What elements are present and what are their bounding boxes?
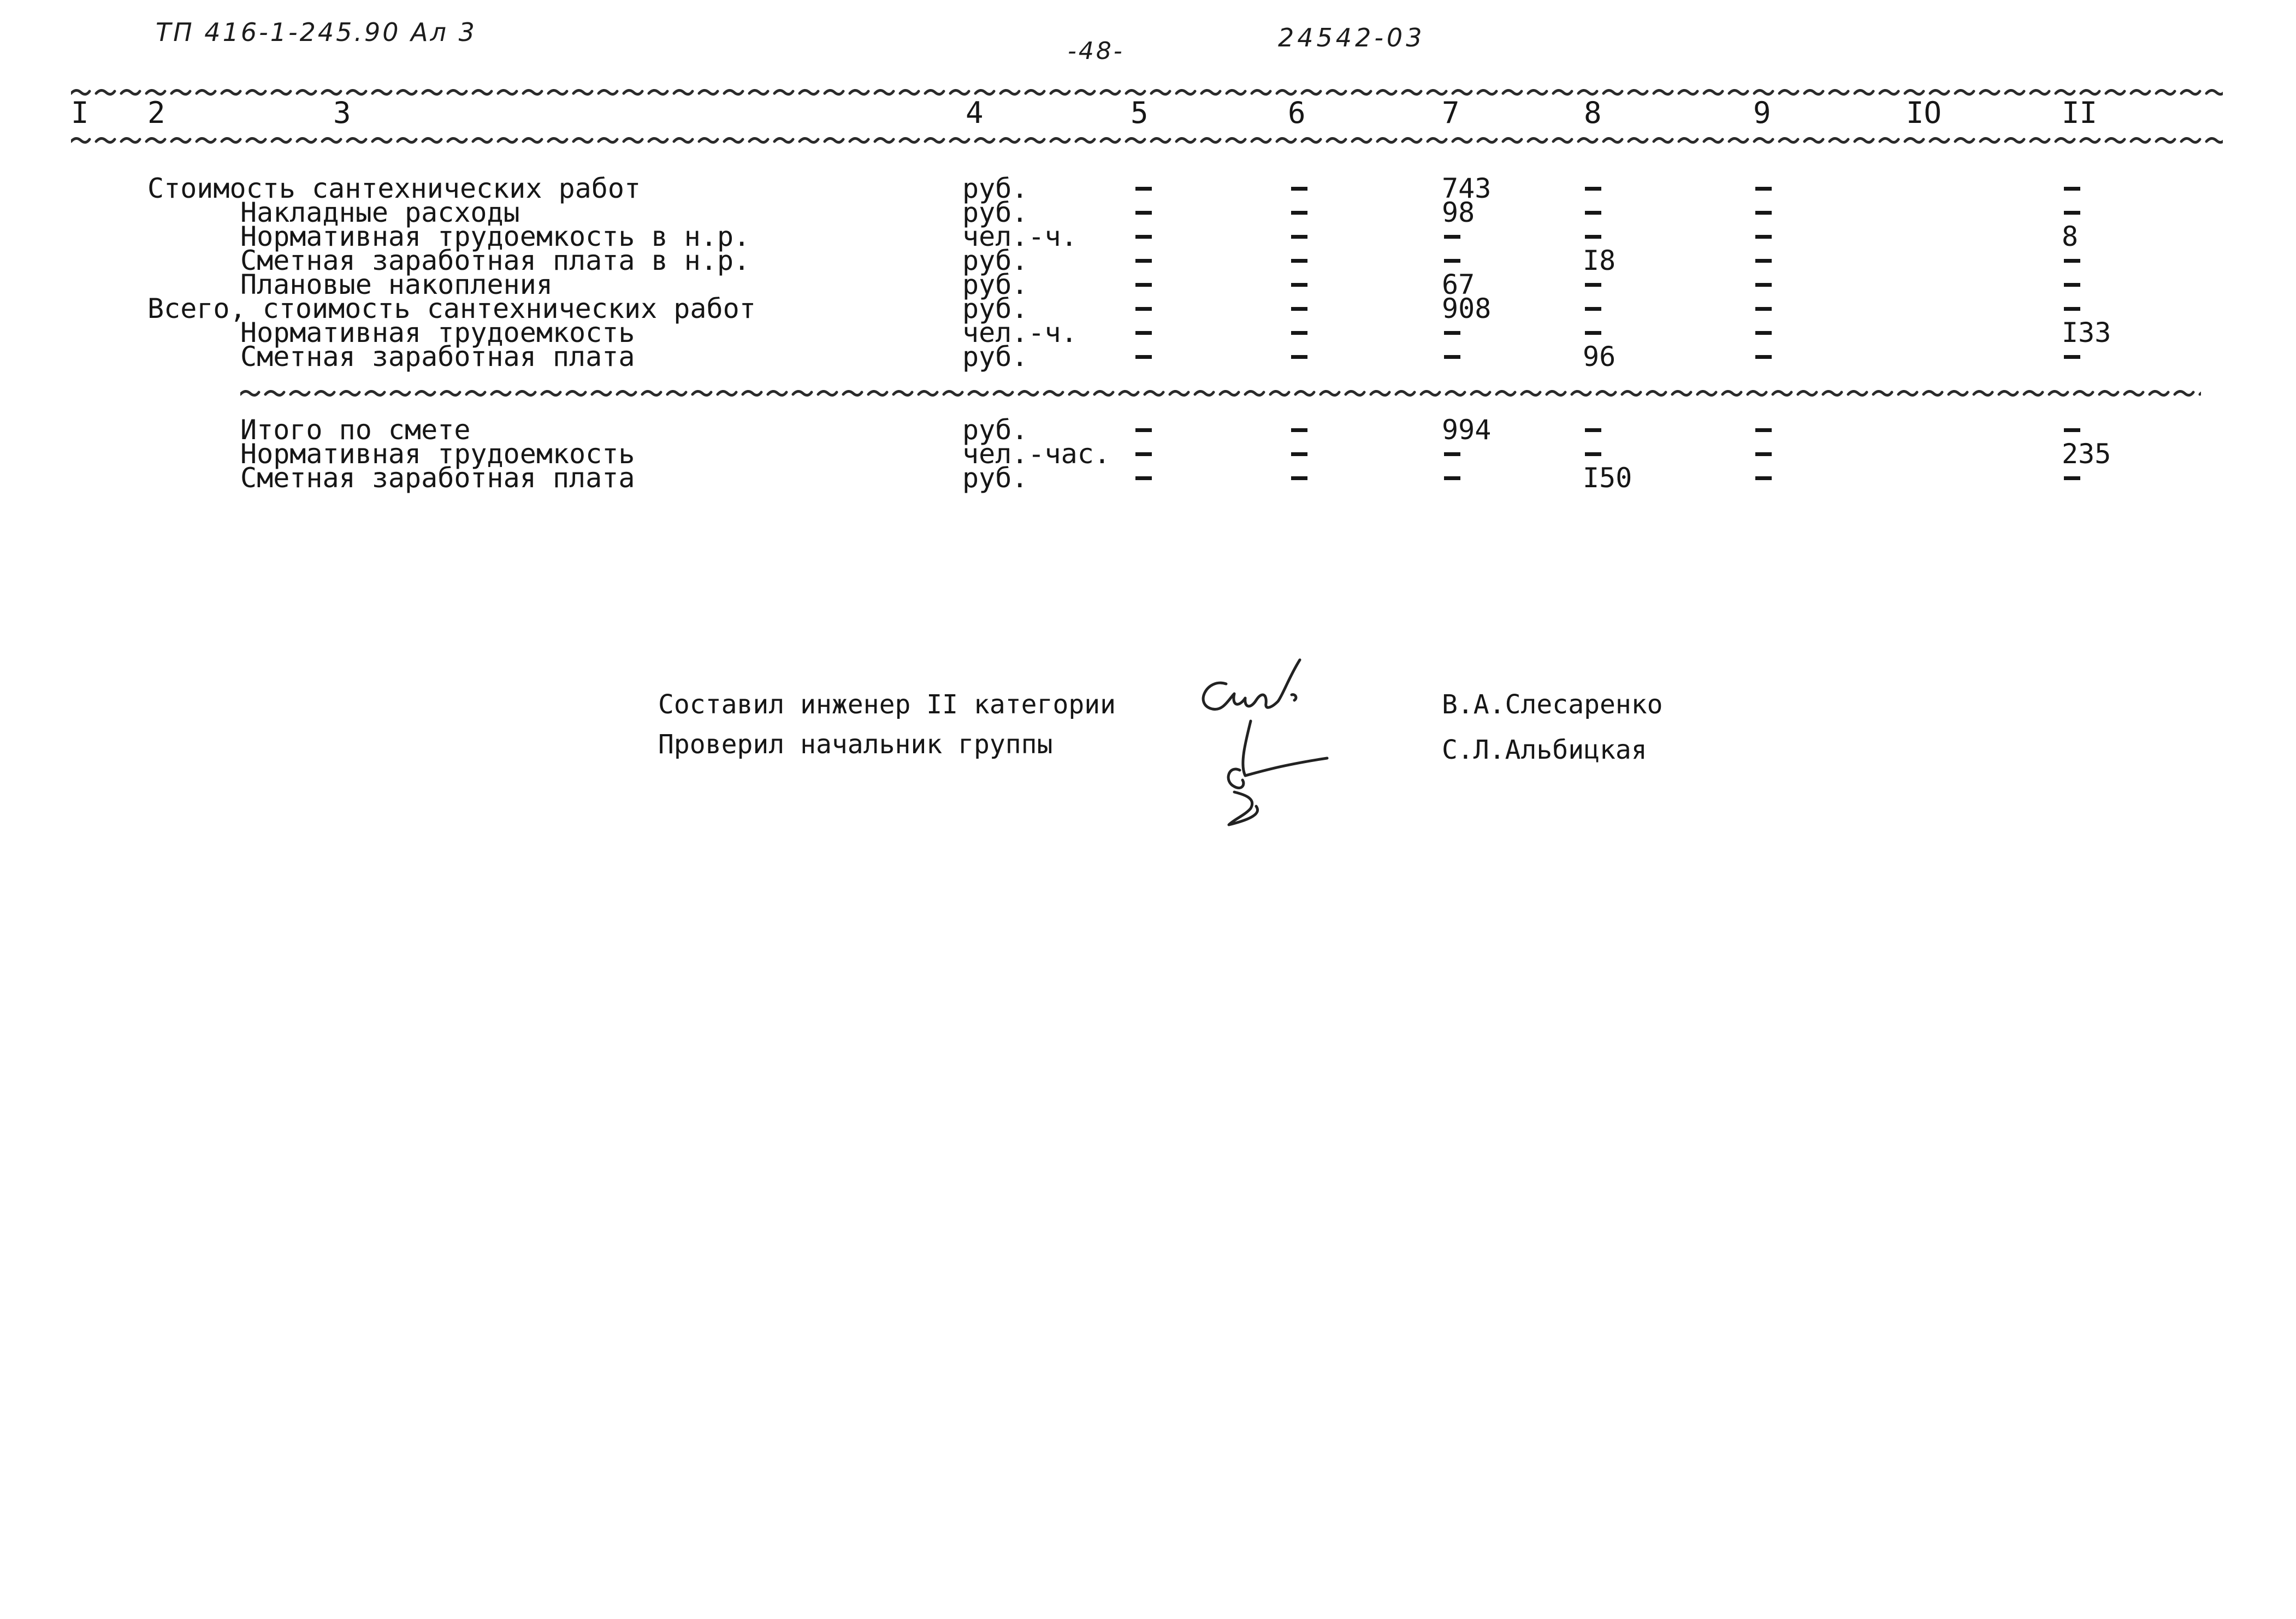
dash-mark — [1585, 235, 1601, 239]
col-header-1: I — [71, 96, 89, 130]
dash-mark — [1135, 235, 1152, 239]
row-label: Стоимость сантехнических работ — [147, 173, 641, 204]
dash-mark — [1755, 428, 1772, 432]
dash-mark — [1135, 187, 1152, 191]
value-cell: 8 — [2062, 221, 2079, 252]
dash-mark — [1135, 476, 1152, 480]
section-divider — [240, 386, 2201, 401]
dash-mark — [1585, 452, 1601, 456]
dash-mark — [1444, 452, 1460, 456]
col-header-5: 5 — [1131, 96, 1149, 130]
header-bottom-rule — [71, 133, 2223, 148]
wavy-rule — [71, 90, 2223, 94]
unit-cell: руб. — [962, 341, 1028, 373]
dash-mark — [1585, 211, 1601, 215]
col-header-8: 8 — [1584, 96, 1602, 130]
checked-by-name: С.Л.Альбицкая — [1442, 735, 1647, 765]
dash-mark — [1444, 476, 1460, 480]
col-header-9: 9 — [1753, 96, 1771, 130]
value-cell: 67 — [1442, 269, 1475, 300]
dash-mark — [1755, 355, 1772, 359]
unit-cell: чел.-ч. — [962, 317, 1078, 348]
dash-mark — [1585, 428, 1601, 432]
col-header-10: IO — [1906, 96, 1942, 130]
col-header-6: 6 — [1288, 96, 1306, 130]
dash-mark — [1291, 355, 1307, 359]
row-label: Плановые накопления — [240, 269, 553, 300]
dash-mark — [1755, 259, 1772, 263]
unit-cell: чел.-ч. — [962, 221, 1078, 252]
dash-mark — [1755, 235, 1772, 239]
dash-mark — [1585, 283, 1601, 287]
row-label: Сметная заработная плата в н.р. — [240, 245, 750, 276]
dash-mark — [1291, 452, 1307, 456]
col-header-3: 3 — [333, 96, 351, 130]
col-header-2: 2 — [147, 96, 165, 130]
dash-mark — [2064, 476, 2080, 480]
dash-mark — [1135, 211, 1152, 215]
dash-mark — [1291, 235, 1307, 239]
dash-mark — [1135, 331, 1152, 335]
dash-mark — [1755, 331, 1772, 335]
dash-mark — [1755, 452, 1772, 456]
row-label: Накладные расходы — [240, 197, 520, 228]
value-cell: I50 — [1583, 462, 1632, 494]
dash-mark — [1755, 187, 1772, 191]
dash-mark — [1755, 211, 1772, 215]
dash-mark — [1585, 307, 1601, 311]
dash-mark — [1444, 235, 1460, 239]
dash-mark — [1291, 283, 1307, 287]
dash-mark — [1291, 307, 1307, 311]
wavy-rule — [71, 138, 2223, 142]
dash-mark — [1135, 428, 1152, 432]
dash-mark — [1291, 211, 1307, 215]
row-label: Сметная заработная плата — [240, 462, 635, 494]
signature-checker — [1228, 721, 1327, 825]
row-label: Всего, стоимость сантехнических работ — [147, 293, 756, 324]
value-cell: 96 — [1583, 341, 1616, 373]
dash-mark — [1135, 307, 1152, 311]
unit-cell: руб. — [962, 245, 1028, 276]
dash-mark — [2064, 428, 2080, 432]
unit-cell: руб. — [962, 462, 1028, 494]
wavy-rule — [240, 391, 2201, 395]
handwritten-signatures — [1174, 655, 1382, 852]
dash-mark — [1755, 283, 1772, 287]
dash-mark — [1135, 452, 1152, 456]
compiled-by-name: В.А.Слесаренко — [1442, 689, 1663, 720]
row-label: Нормативная трудоемкость — [240, 438, 635, 470]
dash-mark — [1755, 476, 1772, 480]
row-label: Сметная заработная плата — [240, 341, 635, 373]
dash-mark — [2064, 187, 2080, 191]
compiled-by-label: Составил инженер II категории — [658, 689, 1116, 720]
dash-mark — [2064, 307, 2080, 311]
dash-mark — [1444, 355, 1460, 359]
value-cell: 743 — [1442, 173, 1492, 204]
dash-mark — [1291, 259, 1307, 263]
col-header-4: 4 — [966, 96, 984, 130]
unit-cell: руб. — [962, 414, 1028, 446]
value-cell: 908 — [1442, 293, 1492, 324]
dash-mark — [1755, 307, 1772, 311]
value-cell: 98 — [1442, 197, 1475, 228]
dash-mark — [1585, 331, 1601, 335]
row-label: Итого по смете — [240, 414, 471, 446]
dash-mark — [2064, 259, 2080, 263]
unit-cell: руб. — [962, 269, 1028, 300]
dash-mark — [1585, 187, 1601, 191]
dash-mark — [2064, 211, 2080, 215]
unit-cell: руб. — [962, 197, 1028, 228]
dash-mark — [1291, 476, 1307, 480]
dash-mark — [1135, 259, 1152, 263]
document-number: 24542-03 — [1278, 23, 1425, 52]
checked-by-label: Проверил начальник группы — [658, 729, 1053, 760]
signature-compiler — [1203, 660, 1300, 709]
dash-mark — [1444, 331, 1460, 335]
dash-mark — [1291, 331, 1307, 335]
dash-mark — [2064, 283, 2080, 287]
dash-mark — [1291, 428, 1307, 432]
dash-mark — [1135, 355, 1152, 359]
dash-mark — [1291, 187, 1307, 191]
unit-cell: чел.-час. — [962, 438, 1110, 470]
col-header-11: II — [2062, 96, 2098, 130]
value-cell: I33 — [2062, 317, 2111, 348]
row-label: Нормативная трудоемкость — [240, 317, 635, 348]
dash-mark — [1135, 283, 1152, 287]
value-cell: I8 — [1583, 245, 1616, 276]
value-cell: 994 — [1442, 414, 1492, 446]
unit-cell: руб. — [962, 173, 1028, 204]
unit-cell: руб. — [962, 293, 1028, 324]
row-label: Нормативная трудоемкость в н.р. — [240, 221, 750, 252]
col-header-7: 7 — [1442, 96, 1460, 130]
value-cell: 235 — [2062, 438, 2111, 470]
page-number: -48- — [1068, 37, 1125, 65]
document-code: ТП 416-1-245.90 Ал 3 — [156, 17, 477, 47]
dash-mark — [2064, 355, 2080, 359]
dash-mark — [1444, 259, 1460, 263]
